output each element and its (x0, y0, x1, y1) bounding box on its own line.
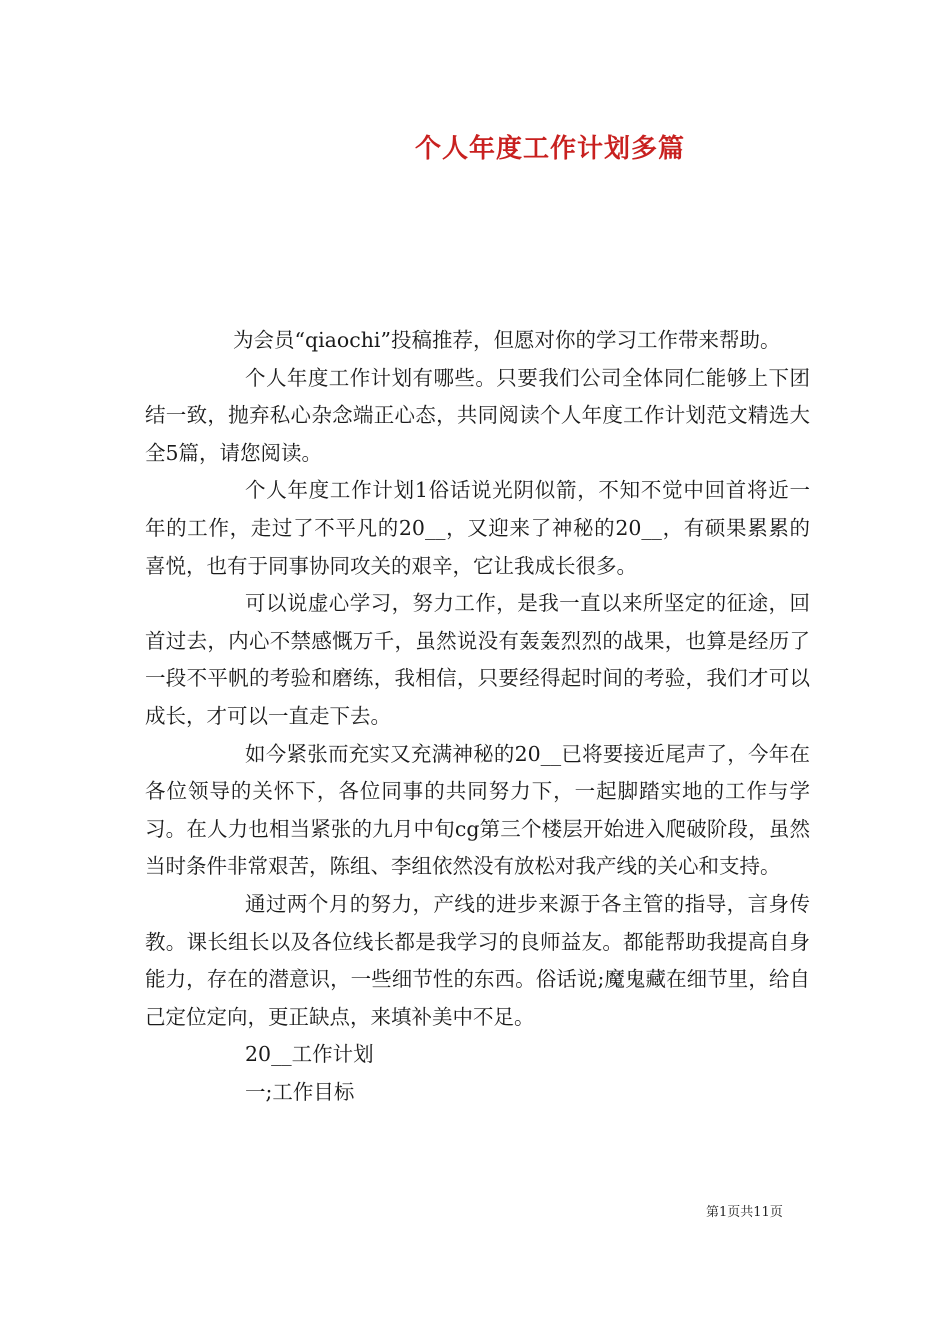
section-heading-work-plan: 20__工作计划 (245, 1042, 374, 1067)
section-heading-goals: 一;工作目标 (245, 1079, 355, 1104)
paragraph-plan-1: 个人年度工作计划1俗话说光阴似箭，不知不觉中回首将近一年的工作，走过了不平凡的20__，又迎来了神秘的20__，有硕果累累的喜悦，也有于同事协同攻关的艰辛，它让我成长很多。 (145, 478, 810, 578)
paragraph-study: 可以说虚心学习，努力工作，是我一直以来所坚定的征途，回首过去，内心不禁感慨万千，虽然说没有轰轰烈烈的战果，也算是经历了一段不平帆的考验和磨练，我相信，只要经得起时间的考验，我们才可以成长，才可以一直走下去。 (145, 591, 810, 728)
paragraph-intro: 为会员“qiaochi”投稿推荐，但愿对你的学习工作带来帮助。 (233, 328, 781, 352)
document-body (145, 322, 810, 1111)
paragraph-progress: 通过两个月的努力，产线的进步来源于各主管的指导，言身传教。课长组长以及各位线长都是我学习的良师益友。都能帮助我提高自身能力，存在的潜意识，一些细节性的东西。俗话说;魔鬼藏在细节里，给自己定位定向，更正缺点，来填补美中不足。 (145, 891, 810, 1029)
document-title: 个人年度工作计划多篇 (414, 134, 685, 164)
paragraph-overview: 个人年度工作计划有哪些。只要我们公司全体同仁能够上下团结一致，抛弃私心杂念端正心态，共同阅读个人年度工作计划范文精选大全5篇，请您阅读。 (145, 365, 810, 465)
paragraph-year-end: 如今紧张而充实又充满神秘的20__已将要接近尾声了，今年在各位领导的关怀下，各位同事的共同努力下，一起脚踏实地的工作与学习。在人力也相当紧张的九月中旬cg第三个楼层开始进入爬破阶段，虽然当时条件非常艰苦，陈组、李组依然没有放松对我产线的关心和支持。 (145, 741, 810, 879)
page-number: 第1页共11页 (706, 1205, 783, 1220)
